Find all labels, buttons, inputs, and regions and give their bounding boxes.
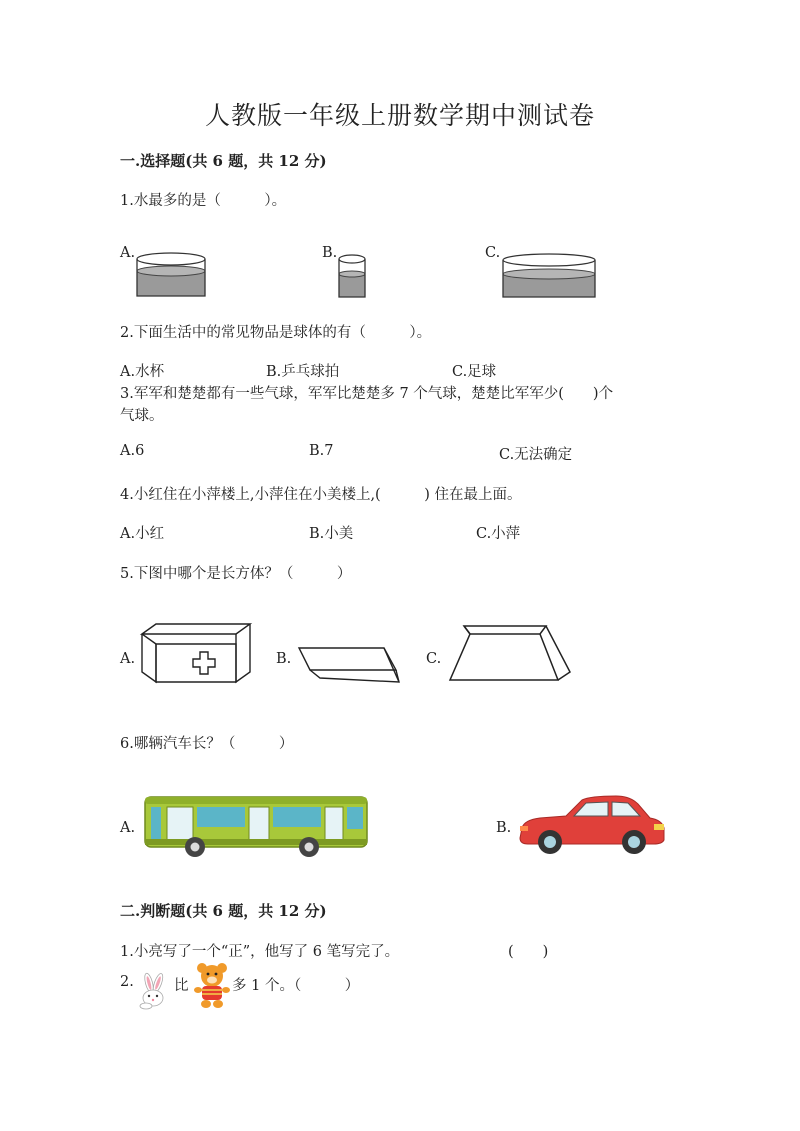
- bus-icon: [143, 795, 369, 859]
- q3-option-b: B.7: [309, 443, 334, 459]
- tf-question-1-blank: ( ): [508, 944, 549, 960]
- q2-option-c: C.足球: [452, 364, 497, 380]
- q2-option-b: B.乒乓球拍: [266, 364, 340, 380]
- tf-question-2-tail: 多 1 个。（ ）: [232, 978, 360, 994]
- bunny-icon: [136, 973, 172, 1011]
- question-5: 5.下图中哪个是长方体？（ ）: [120, 566, 352, 582]
- question-4: 4.小红住在小萍楼上,小萍住在小美楼上,( ) 住在最上面。: [120, 487, 522, 503]
- q4-option-b: B.小美: [309, 526, 354, 542]
- q5-option-c-label: C.: [426, 651, 442, 667]
- section-heading-choice: 一.选择题(共 6 题，共 12 分): [120, 152, 327, 170]
- q3-option-c: C.无法确定: [499, 447, 573, 463]
- q5-option-b-label: B.: [276, 651, 292, 667]
- q4-option-a: A.小红: [120, 526, 165, 542]
- q5-option-a-label: A.: [120, 651, 136, 667]
- car-icon: [516, 794, 666, 856]
- q6-option-b-label: B.: [496, 820, 512, 836]
- medicine-box-icon: [140, 622, 252, 684]
- q1-option-b-label: B.: [322, 245, 338, 261]
- question-6: 6.哪辆汽车长？（ ）: [120, 736, 294, 752]
- trapezoid-prism-icon: [446, 620, 576, 684]
- question-2: 2.下面生活中的常见物品是球体的有（ ）。: [120, 325, 432, 341]
- bear-icon: [192, 962, 232, 1010]
- section-heading-true-false: 二.判断题(共 6 题，共 12 分): [120, 902, 327, 920]
- narrow-cup-b-icon: [338, 254, 370, 300]
- q1-option-c-label: C.: [485, 245, 501, 261]
- tf-question-1: 1.小亮写了一个“正”，他写了 6 笔写完了。: [120, 944, 400, 960]
- q1-option-a-label: A.: [120, 245, 136, 261]
- page-title: 人教版一年级上册数学期中测试卷: [204, 101, 595, 130]
- q2-option-a: A.水杯: [120, 364, 165, 380]
- question-3-line-1: 3.军军和楚楚都有一些气球，军军比楚楚多 7 个气球，楚楚比军军少( )个: [120, 386, 614, 402]
- q3-option-a: A.6: [120, 443, 145, 459]
- tf-question-2-compare-word: 比: [174, 978, 189, 994]
- q6-option-a-label: A.: [120, 820, 136, 836]
- slanted-prism-icon: [296, 644, 404, 686]
- question-1: 1.水最多的是（ ）。: [120, 193, 287, 209]
- wide-basin-c-icon: [502, 252, 600, 300]
- wide-container-a-icon: [136, 250, 208, 300]
- q4-option-c: C.小萍: [476, 526, 521, 542]
- tf-question-2-number: 2.: [120, 974, 134, 990]
- question-3-line-2: 气球。: [120, 408, 164, 424]
